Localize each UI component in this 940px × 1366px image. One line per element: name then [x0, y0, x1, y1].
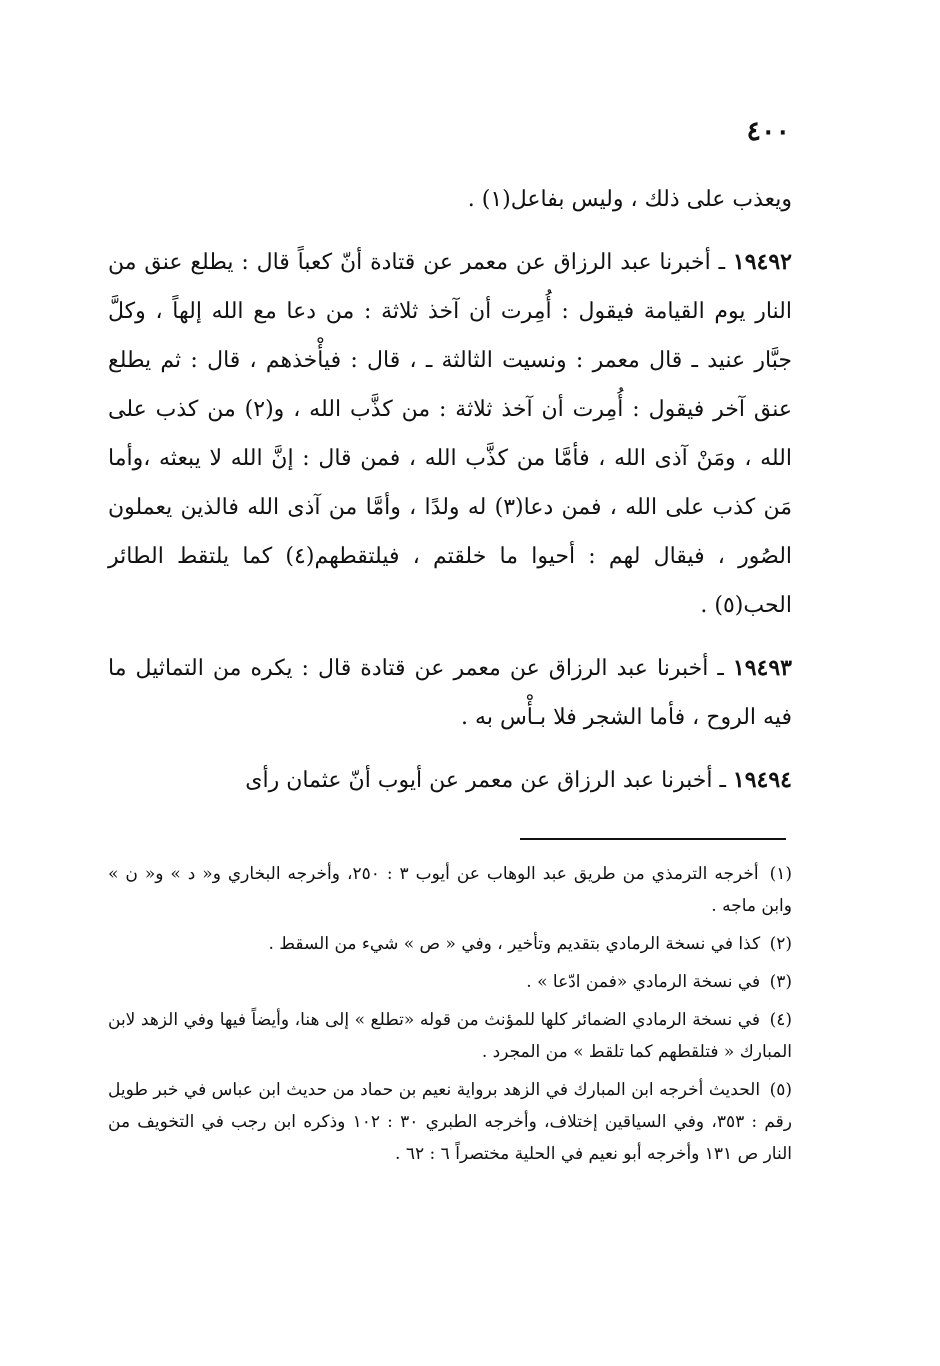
hadith-number: ١٩٤٩٣: [732, 655, 792, 681]
footnote-text: في نسخة الرمادي الضمائر كلها للمؤنث من قوله «تطلع » إلى هنا، وأيضاً فيها وفي الزهد لابن المبارك « فتلقطهم كما تلقط » من المجرد .: [108, 1010, 792, 1062]
footnote-number: (٣): [769, 972, 792, 992]
footnote-number: (٥): [769, 1080, 792, 1100]
footnote: [108, 858, 792, 922]
footnote-divider: [520, 838, 786, 840]
hadith-text: ـ أخبرنا عبد الرزاق عن معمر عن قتادة قال : يكره من التماثيل ما فيه الروح ، فأما الشجر فلا بـأْس به .: [108, 656, 792, 730]
footnote: [108, 928, 792, 960]
footnotes: [108, 858, 792, 1176]
footnote-text: كذا في نسخة الرمادي بتقديم وتأخير ، وفي « ص » شيء من السقط .: [268, 934, 761, 954]
footnote: [108, 966, 792, 998]
footnote-text: في نسخة الرمادي «فمن ادّعا » .: [526, 972, 761, 992]
hadith-number: ١٩٤٩٤: [732, 767, 792, 793]
opening-line: ويعذب على ذلك ، وليس بفاعل(١) .: [467, 187, 792, 212]
footnote-number: (١): [769, 864, 792, 884]
footnote-number: (٤): [769, 1010, 793, 1030]
hadith-19493: [108, 644, 792, 742]
main-text: [108, 175, 792, 805]
footnote: [108, 1004, 792, 1068]
hadith-text: ـ أخبرنا عبد الرزاق عن معمر عن قتادة أنّ كعباً قال : يطلع عنق من النار يوم القيامة فيقول : أُمِرت أن آخذ ثلاثة : من دعا مع الله إلهاً ، وكلَّ جبَّار عنيد ـ قال معمر : ونسيت الثالثة ـ ، قال : فيأْخذهم ، قال : ثم يطلع عنق آخر فيقول : أُمِرت أن آخذ ثلاثة : من كذَّب الله ، و(٢) من كذب على الله ، ومَنْ آذى الله ، فأمَّا من كذَّب الله ، فمن قال : إنَّ الله لا يبعثه ،وأما مَن كذب على الله ، فمن دعا(٣) له ولدًا ، وأمَّا من آذى الله فالذين يعملون الصُور ، فيقال لهم : أحيوا ما خلقتم ، فيلتقطهم(٤) كما يلتقط الطائر الحب(٥) .: [108, 250, 793, 618]
footnote-number: (٢): [769, 934, 792, 954]
hadith-number: ١٩٤٩٢: [732, 249, 792, 275]
footnote-text: الحديث أخرجه ابن المبارك في الزهد برواية نعيم بن حماد من حديث ابن عباس في خبر طويل رقم : ٣٥٣، وفي السياقين إختلاف، وأخرجه الطبري ٣٠ : ١٠٢ وذكره ابن رجب في التخويف من النار ص ١٣١ وأخرجه أبو نعيم في الحلية مختصراً ٦ : ٦٢ .: [108, 1080, 792, 1164]
hadith-19494: [108, 756, 792, 805]
footnote-text: أخرجه الترمذي من طريق عبد الوهاب عن أيوب ٣ : ٢٥٠، وأخرجه البخاري و« د » و« ن » وابن ماجه .: [108, 864, 792, 916]
footnote: [108, 1074, 792, 1170]
page-number: ٤٠٠: [746, 116, 790, 147]
hadith-19492: [108, 238, 792, 630]
hadith-text: ـ أخبرنا عبد الرزاق عن معمر عن أيوب أنّ عثمان رأى: [245, 768, 733, 793]
